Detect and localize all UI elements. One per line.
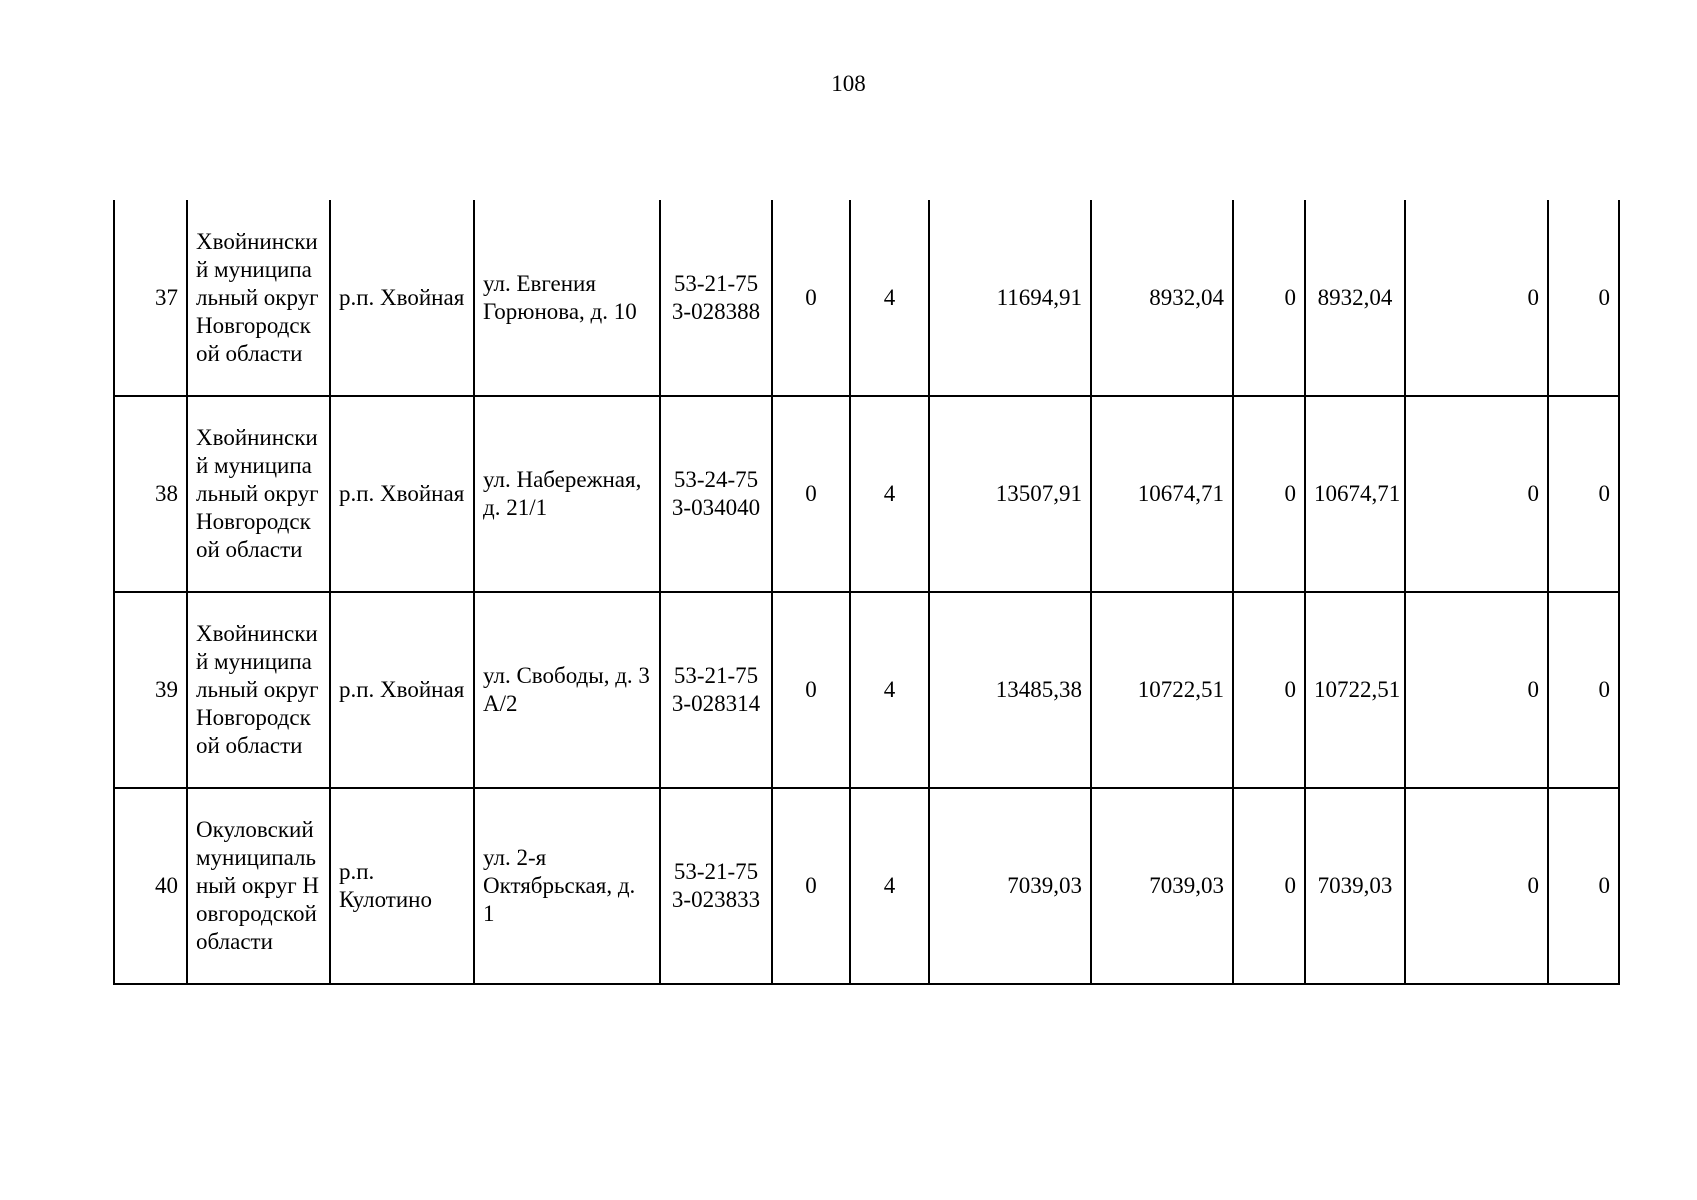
row-number: 40 [114,788,187,984]
district-cell: Хвойнинский муниципальный округ Новгородской области [187,200,330,396]
value-cell: 0 [1405,592,1548,788]
value-cell: 0 [1548,592,1619,788]
value-cell: 0 [1233,592,1305,788]
code-cell: 53-21-753-028314 [660,592,772,788]
data-table [113,200,1620,985]
value-cell: 0 [772,788,850,984]
value-cell: 0 [1405,200,1548,396]
row-number: 38 [114,396,187,592]
district-cell: Хвойнинский муниципальный округ Новгородской области [187,592,330,788]
code-cell: 53-24-753-034040 [660,396,772,592]
code-cell: 53-21-753-023833 [660,788,772,984]
value-cell: 0 [1233,200,1305,396]
value-cell: 4 [850,592,929,788]
value-cell: 4 [850,788,929,984]
value-cell: 8932,04 [1305,200,1405,396]
value-cell: 10722,51 [1305,592,1405,788]
value-cell: 0 [1233,788,1305,984]
address-cell: ул. Набережная, д. 21/1 [474,396,660,592]
locality-cell: р.п. Хвойная [330,592,474,788]
value-cell: 0 [1405,396,1548,592]
code-cell: 53-21-753-028388 [660,200,772,396]
value-cell: 10722,51 [1091,592,1233,788]
table-row [114,396,1619,592]
value-cell: 0 [1405,788,1548,984]
address-cell: ул. Евгения Горюнова, д. 10 [474,200,660,396]
district-cell: Хвойнинский муниципальный округ Новгородской области [187,396,330,592]
locality-cell: р.п. Хвойная [330,396,474,592]
row-number: 39 [114,592,187,788]
value-cell: 7039,03 [1091,788,1233,984]
value-cell: 8932,04 [1091,200,1233,396]
address-cell: ул. 2-я Октябрьская, д. 1 [474,788,660,984]
value-cell: 13485,38 [929,592,1091,788]
locality-cell: р.п. Хвойная [330,200,474,396]
locality-cell: р.п. Кулотино [330,788,474,984]
value-cell: 0 [1233,396,1305,592]
value-cell: 0 [1548,396,1619,592]
value-cell: 0 [1548,788,1619,984]
district-cell: Окуловский муниципальный округ Новгородской области [187,788,330,984]
value-cell: 10674,71 [1091,396,1233,592]
value-cell: 0 [772,396,850,592]
table-row [114,200,1619,396]
value-cell: 4 [850,396,929,592]
address-cell: ул. Свободы, д. 3 А/2 [474,592,660,788]
value-cell: 0 [1548,200,1619,396]
row-number: 37 [114,200,187,396]
value-cell: 10674,71 [1305,396,1405,592]
page-number: 108 [831,71,866,96]
value-cell: 7039,03 [929,788,1091,984]
value-cell: 4 [850,200,929,396]
table-row [114,788,1619,984]
value-cell: 13507,91 [929,396,1091,592]
value-cell: 0 [772,592,850,788]
value-cell: 0 [772,200,850,396]
value-cell: 7039,03 [1305,788,1405,984]
value-cell: 11694,91 [929,200,1091,396]
table-row [114,592,1619,788]
